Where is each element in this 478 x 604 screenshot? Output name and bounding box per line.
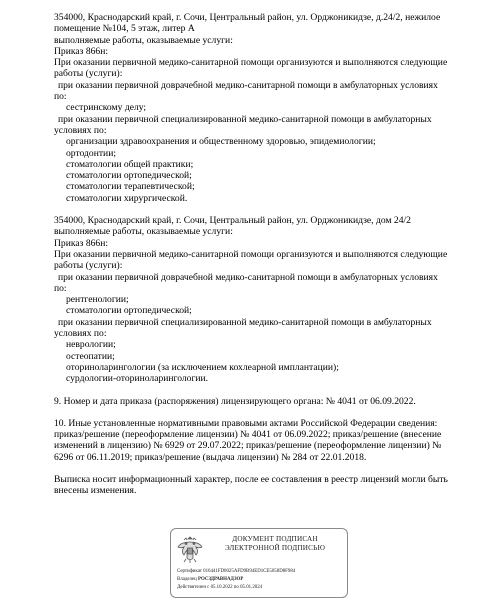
service-item: неврологии; — [66, 339, 116, 351]
owner-line — [177, 577, 243, 583]
service-item: стоматологии терапевтической; — [66, 181, 195, 193]
russian-coat-of-arms-icon — [176, 534, 204, 566]
address-block-1 — [54, 12, 458, 204]
service-item: рентгенологии; — [66, 294, 129, 306]
validity-line: Действителен с 05.10.2022 по 05.01.2024 — [177, 585, 263, 590]
text-line: 6296 от 06.11.2019; приказ/решение (выдача лицензии) № 284 от 22.01.2018. — [54, 451, 367, 463]
service-item: стоматологии ортопедической; — [66, 305, 192, 317]
owner-label: Владелец — [177, 577, 197, 582]
text-line: приказ/решение (переоформление лицензии) № 4041 от 06.09.2022; приказ/решение (внесение — [54, 429, 442, 441]
order-number-line: 9. Номер и дата приказа (распоряжения) лицензирующего органа: № 4041 от 06.09.2022. — [54, 395, 416, 407]
address-block-2 — [54, 215, 458, 384]
text-line: работы (услуги): — [54, 68, 123, 80]
text-line: при оказании первичной доврачебной медико-санитарной помощи в амбулаторных условиях — [58, 271, 438, 283]
text-line: работы (услуги): — [54, 260, 123, 272]
text-line: Приказ 866н: — [54, 45, 109, 57]
service-item: ортодонтии; — [66, 147, 116, 159]
section-9 — [54, 396, 458, 407]
text-line: Выписка носит информационный характер, после ее составления в реестр лицензий могли быть — [54, 473, 448, 485]
service-item: стоматологии ортопедической; — [66, 170, 192, 182]
text-line: выполняемые работы, оказываемые услуги: — [54, 34, 233, 46]
text-line: при оказании первичной специализированной медико-санитарной помощи в амбулаторных — [58, 113, 432, 125]
text-line: по: — [54, 282, 67, 294]
text-line: При оказании первичной медико-санитарной помощи организуются и выполняются следующие — [54, 248, 448, 260]
text-line: при оказании первичной доврачебной медико-санитарной помощи в амбулаторных условиях — [58, 79, 438, 91]
service-item: стоматологии хирургической. — [66, 192, 188, 204]
text-line: Приказ 866н: — [54, 237, 109, 249]
text-line: по: — [54, 91, 67, 103]
certificate-line: Сертификат 016441FD0025AFD9B94ED1CE5058D8F984 — [177, 569, 296, 574]
text-line: 354000, Краснодарский край, г. Сочи, Центральный район, ул. Орджоникидзе, дом 24/2 — [54, 215, 411, 227]
stamp-title-line-1: ДОКУМЕНТ ПОДПИСАН — [232, 535, 318, 543]
text-line: 354000, Краснодарский край, г. Сочи, Центральный район, ул. Орджоникидзе, д.24/2, нежилое — [54, 12, 441, 23]
text-line: выполняемые работы, оказываемые услуги: — [54, 226, 233, 238]
stamp-title — [207, 535, 343, 553]
text-line: 10. Иные установленные нормативными правовыми актами Российской Федерации сведения: — [54, 417, 438, 429]
service-item: оториноларингологии (за исключением кохлеарной имплантации); — [66, 361, 339, 373]
owner-value: РОСЗДРАВНАДЗОР — [198, 577, 244, 582]
text-line: изменений в лицензию) № 6929 от 29.07.2022; приказ/решение (переоформление лицензии) № — [54, 440, 442, 452]
stamp-title-line-2: ЭЛЕКТРОННОЙ ПОДПИСЬЮ — [224, 544, 326, 552]
text-line: условиях по: — [54, 124, 107, 136]
footer-note — [54, 474, 458, 497]
text-line: помещение №104, 5 этаж, литер А — [54, 23, 195, 35]
section-10 — [54, 418, 458, 463]
service-item: сестринскому делу; — [66, 102, 147, 114]
text-line: внесены изменения. — [54, 485, 137, 497]
text-line: условиях по: — [54, 328, 107, 340]
service-item: организации здравоохранения и общественному здоровью, эпидемиологии; — [66, 136, 376, 148]
service-item: остеопатии; — [66, 350, 115, 362]
electronic-signature-stamp — [170, 528, 348, 598]
service-item: стоматологии общей практики; — [66, 158, 194, 170]
text-line: при оказании первичной специализированной медико-санитарной помощи в амбулаторных — [58, 316, 432, 328]
service-item: сурдологии-оториноларингологии. — [66, 373, 209, 385]
text-line: При оказании первичной медико-санитарной помощи организуются и выполняются следующие — [54, 57, 448, 69]
